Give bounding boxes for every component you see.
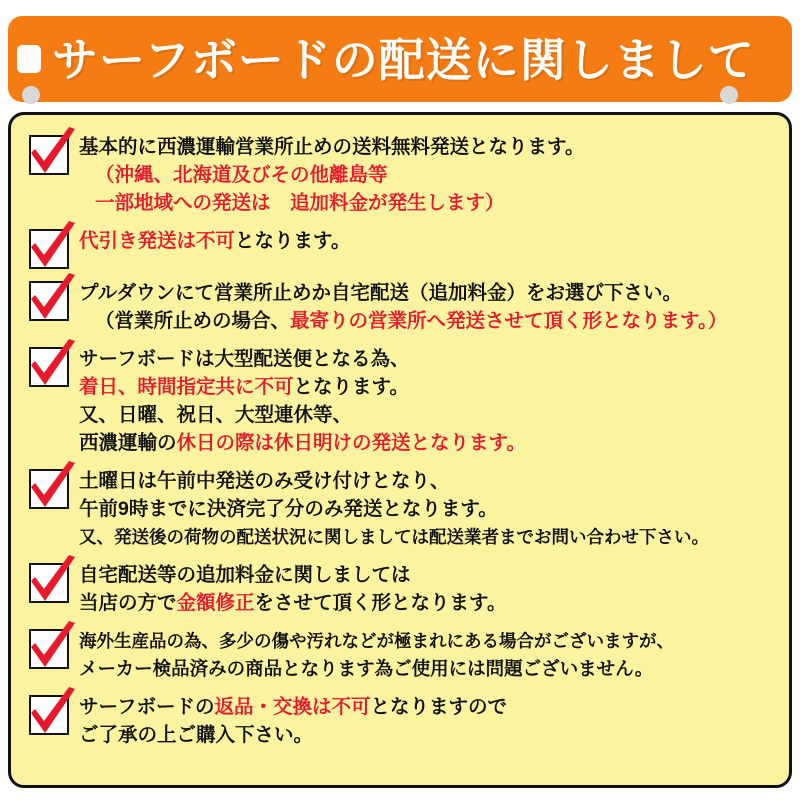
- text-span: 午前9時までに決済完了分のみ発送となります。: [79, 498, 498, 520]
- text-emphasis: （沖縄、北海道及びその他離島等: [95, 164, 388, 186]
- text-line: [79, 307, 781, 335]
- text-line: [79, 161, 781, 189]
- checkbox[interactable]: [29, 469, 69, 509]
- checkmark-icon: [25, 687, 79, 743]
- list-item: [21, 467, 781, 551]
- text-span: 西濃運輸の: [79, 432, 177, 454]
- text-span: 又、発送後の荷物の配送状況に関しましては配送業者までお問い合わせ下さい。: [79, 527, 709, 547]
- text-span: 土曜日は午前中発送のみ受け付けとなり、: [79, 470, 450, 492]
- text-line: [79, 373, 781, 401]
- checkbox[interactable]: [29, 695, 69, 735]
- text-span: サーフボードは大型配送便となる為、: [79, 348, 410, 370]
- list-item: [21, 561, 781, 617]
- text-span: となりますので: [370, 696, 508, 718]
- text-line: [79, 589, 781, 617]
- text-span: ご了承の上ご購入下さい。: [79, 724, 314, 746]
- checkbox[interactable]: [29, 347, 69, 387]
- truck-wheel-left-icon: [22, 86, 40, 104]
- notice-list: [21, 133, 781, 759]
- list-item-text: [79, 693, 781, 749]
- text-line: [79, 561, 781, 589]
- text-emphasis: 返品・交換は不可: [214, 696, 371, 718]
- text-span: をさせて頂く形となります。: [254, 592, 507, 614]
- text-emphasis: 代引き発送は: [79, 230, 197, 252]
- list-item-text: [79, 227, 781, 255]
- checkbox[interactable]: [29, 629, 69, 669]
- text-line: [79, 693, 781, 721]
- text-span: 基本的に西濃運輸営業所止めの送料無料発送となります。: [79, 136, 585, 158]
- text-emphasis: 一部地域への発送は 追加料金が発生します）: [95, 192, 505, 214]
- text-span: となります。: [235, 230, 351, 252]
- text-line: [79, 401, 781, 429]
- checkbox[interactable]: [29, 135, 69, 175]
- text-span: メーカー検品済みの商品となります為ご使用には問題ございません。: [79, 658, 654, 679]
- text-line: [79, 627, 781, 655]
- text-line: [79, 227, 781, 255]
- text-line: [79, 721, 781, 749]
- text-emphasis: 着日、時間指定共に不可: [79, 376, 294, 398]
- checkmark-icon: [25, 273, 79, 329]
- text-span: サーフボードの: [79, 696, 215, 718]
- text-line: [79, 467, 781, 495]
- list-item-text: [79, 133, 781, 217]
- header-banner: [0, 16, 800, 108]
- checkmark-icon: [25, 621, 79, 677]
- checkmark-icon: [25, 461, 79, 517]
- list-item-text: [79, 561, 781, 617]
- list-item-text: [79, 627, 781, 683]
- text-span: （営業所止めの場合、: [95, 310, 291, 332]
- text-line: [79, 133, 781, 161]
- list-item: [21, 345, 781, 457]
- list-item-text: [79, 279, 781, 335]
- notice-panel: [8, 112, 792, 788]
- text-span: となります。: [293, 376, 409, 398]
- text-line: [79, 189, 781, 217]
- list-item-text: [79, 345, 781, 457]
- checkmark-icon: [25, 221, 79, 277]
- text-span: 当店の方で: [79, 592, 177, 614]
- checkmark-icon: [25, 555, 79, 611]
- list-item-text: [79, 467, 781, 551]
- list-item: [21, 627, 781, 683]
- checkbox[interactable]: [29, 563, 69, 603]
- text-span: 海外生産品の為、多少の傷や汚れなどが極まれにある場合がございますが、: [79, 631, 674, 651]
- checkbox[interactable]: [29, 281, 69, 321]
- page-title: サーフボードの配送に関しまして: [52, 34, 755, 86]
- text-emphasis: 不可: [196, 230, 236, 252]
- text-emphasis: 休日の際は休日明けの発送となります。: [176, 432, 526, 454]
- text-line: [79, 655, 781, 683]
- text-span: プルダウンにて営業所止めか自宅配送（追加料金）をお選び下さい。: [79, 282, 682, 304]
- text-line: [79, 523, 781, 551]
- text-line: [79, 429, 781, 457]
- truck-icon: [14, 42, 44, 76]
- text-span: 自宅配送等の追加料金に関しましては: [79, 564, 411, 586]
- text-line: [79, 279, 781, 307]
- text-emphasis: 最寄りの営業所へ発送させて頂く形となります。）: [290, 310, 728, 332]
- checkmark-icon: [25, 339, 79, 395]
- text-span: 又、日曜、祝日、大型連休等、: [79, 404, 353, 426]
- list-item: [21, 693, 781, 749]
- text-emphasis: 金額修正: [176, 592, 255, 614]
- text-line: [79, 495, 781, 523]
- list-item: [21, 227, 781, 269]
- checkbox[interactable]: [29, 229, 69, 269]
- text-line: [79, 345, 781, 373]
- list-item: [21, 133, 781, 217]
- list-item: [21, 279, 781, 335]
- checkmark-icon: [25, 127, 79, 183]
